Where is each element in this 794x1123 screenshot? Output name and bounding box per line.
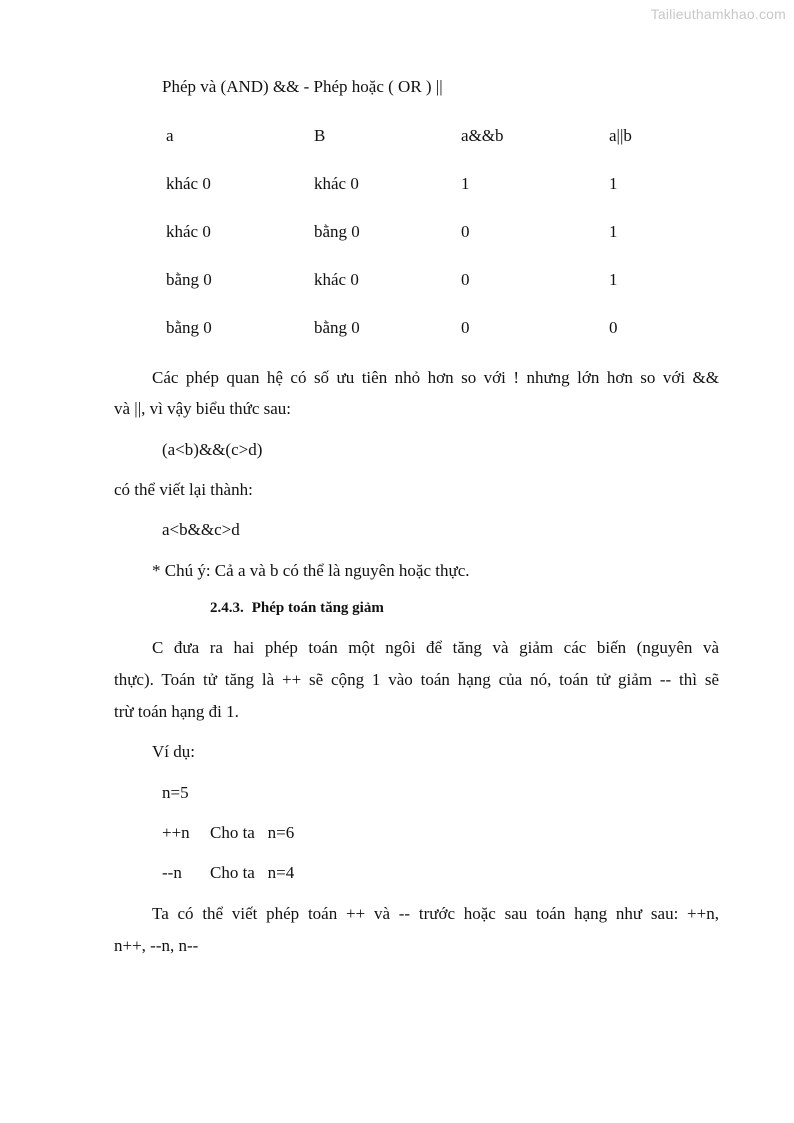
table-cell: khác 0 bbox=[314, 174, 359, 193]
example-desc: Cho ta n=6 bbox=[210, 823, 295, 842]
example-desc: Cho ta n=4 bbox=[210, 863, 295, 882]
expression-original: (a<b)&&(c>d) bbox=[162, 440, 263, 459]
table-header-b: B bbox=[314, 126, 326, 145]
example-line: n=5 bbox=[162, 783, 189, 802]
table-cell: 0 bbox=[609, 318, 618, 337]
table-cell: 0 bbox=[461, 270, 470, 289]
table-header-or: a||b bbox=[609, 126, 632, 145]
expression-rewritten: a<b&&c>d bbox=[162, 520, 240, 539]
incdec-para-line: thực). Toán tử tăng là ++ sẽ cộng 1 vào toán hạng của nó, toán tử giảm -- thì sẽ bbox=[114, 670, 719, 689]
incdec-para-line: C đưa ra hai phép toán một ngôi để tăng và giảm các biến (nguyên và bbox=[152, 638, 719, 657]
table-cell: khác 0 bbox=[166, 174, 211, 193]
table-cell: 1 bbox=[609, 222, 618, 241]
table-cell: bằng 0 bbox=[166, 270, 212, 289]
table-cell: 1 bbox=[461, 174, 470, 193]
final-para-line: Ta có thể viết phép toán ++ và -- trước hoặc sau toán hạng như sau: ++n, bbox=[152, 904, 719, 923]
table-cell: 1 bbox=[609, 174, 618, 193]
note-line: * Chú ý: Cả a và b có thể là nguyên hoặc thực. bbox=[152, 561, 470, 580]
table-header-and: a&&b bbox=[461, 126, 504, 145]
table-cell: 0 bbox=[461, 222, 470, 241]
final-para-line: n++, --n, n-- bbox=[114, 936, 199, 955]
incdec-para-line: trừ toán hạng đi 1. bbox=[114, 702, 239, 721]
precedence-para-line: Các phép quan hệ có số ưu tiên nhỏ hơn so với ! nhưng lớn hơn so với && bbox=[152, 368, 719, 387]
example-op: ++n bbox=[162, 823, 190, 842]
table-cell: bằng 0 bbox=[314, 318, 360, 337]
table-cell: 0 bbox=[461, 318, 470, 337]
table-cell: bằng 0 bbox=[166, 318, 212, 337]
section-title: Phép toán tăng giảm bbox=[251, 600, 384, 616]
example-label: Ví dụ: bbox=[152, 742, 195, 761]
section-number: 2.4.3. bbox=[210, 600, 244, 616]
section-heading bbox=[210, 601, 384, 616]
table-cell: bằng 0 bbox=[314, 222, 360, 241]
rewrite-label: có thể viết lại thành: bbox=[114, 480, 253, 499]
table-header-a: a bbox=[166, 126, 174, 145]
precedence-para-line: và ||, vì vậy biểu thức sau: bbox=[114, 399, 292, 418]
watermark-text: Tailieuthamkhao.com bbox=[650, 6, 786, 22]
table-cell: khác 0 bbox=[166, 222, 211, 241]
table-cell: 1 bbox=[609, 270, 618, 289]
intro-line: Phép và (AND) && - Phép hoặc ( OR ) || bbox=[162, 77, 443, 96]
example-op: --n bbox=[162, 863, 182, 882]
table-cell: khác 0 bbox=[314, 270, 359, 289]
